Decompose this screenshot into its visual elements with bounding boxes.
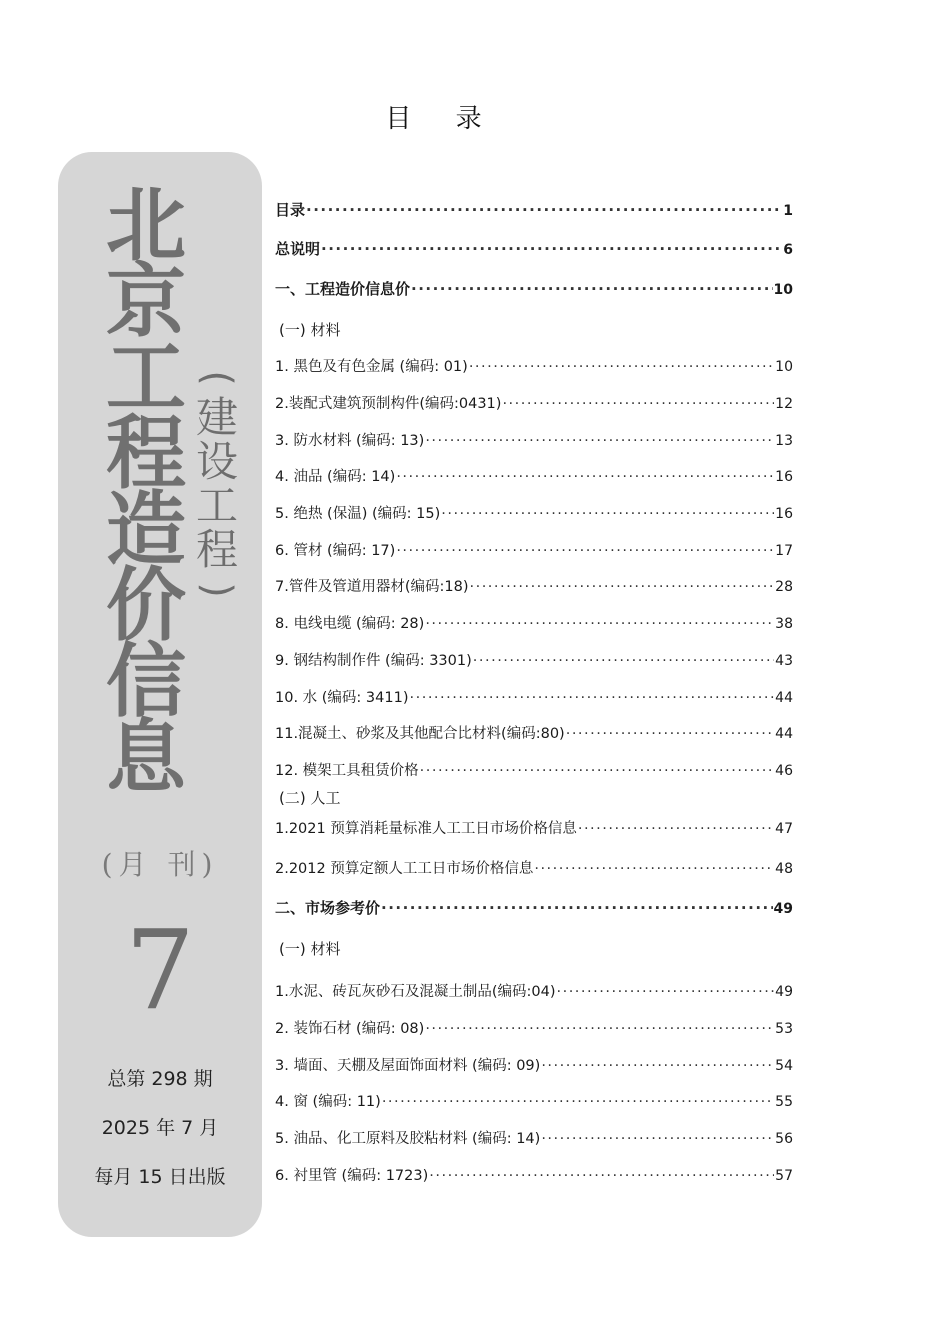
toc-entry[interactable] xyxy=(275,575,793,599)
toc-entry-label: 7.管件及管道用器材(编码:18) xyxy=(275,579,469,595)
toc-leader xyxy=(541,1131,774,1147)
subtitle-char: 工 xyxy=(195,481,238,530)
toc-entry[interactable] xyxy=(275,539,793,563)
toc-entry-page: 55 xyxy=(775,1094,793,1110)
toc-section-heading: (一) 材料 xyxy=(279,940,341,958)
toc-entry-label: 2. 装饰石材 (编码: 08) xyxy=(275,1021,425,1037)
toc-entry[interactable] xyxy=(275,1054,793,1078)
title-char: 程 xyxy=(106,407,186,500)
subtitle-char: 设 xyxy=(195,437,238,486)
toc-leader xyxy=(578,821,774,837)
toc-entry-page: 46 xyxy=(775,763,793,779)
toc-entry-label: 4. 窗 (编码: 11) xyxy=(275,1094,381,1110)
toc-entry-label: 10. 水 (编码: 3411) xyxy=(275,690,409,706)
toc-entry-label: 目录 xyxy=(275,201,306,219)
toc-entry-page: 56 xyxy=(775,1131,793,1147)
toc-entry[interactable] xyxy=(275,465,793,489)
toc-entry-page: 44 xyxy=(775,726,793,742)
toc-entry-page: 47 xyxy=(775,821,793,837)
toc-entry-page: 1 xyxy=(783,203,793,219)
toc-entry[interactable] xyxy=(275,817,793,841)
toc-entry-page: 43 xyxy=(775,653,793,669)
toc-leader xyxy=(469,579,774,595)
toc-entry-page: 38 xyxy=(775,616,793,632)
toc-entry-page: 17 xyxy=(775,543,793,559)
toc-leader xyxy=(425,1021,774,1037)
toc-entry[interactable] xyxy=(275,1127,793,1151)
subtitle-char: 程 xyxy=(195,525,238,574)
toc-leader xyxy=(425,616,774,632)
toc-entry-page: 49 xyxy=(773,901,793,917)
issue-number: 7 xyxy=(125,906,195,1034)
toc-leader xyxy=(502,396,774,412)
toc-leader xyxy=(473,653,774,669)
subtitle-char: 建 xyxy=(195,393,238,442)
toc-leader xyxy=(534,861,774,877)
toc-entry-label: 总说明 xyxy=(275,240,321,258)
toc-entry-label: 2.装配式建筑预制构件(编码:0431) xyxy=(275,396,502,412)
toc-entry[interactable] xyxy=(275,278,793,302)
toc-entry-label: 二、市场参考价 xyxy=(275,899,381,917)
page-title: 目 录 xyxy=(385,104,500,134)
toc-entry-label: 12. 模架工具租赁价格 xyxy=(275,763,419,779)
toc-entry[interactable] xyxy=(275,1017,793,1041)
toc-leader xyxy=(382,1094,774,1110)
toc-leader xyxy=(321,240,782,258)
toc-entry[interactable] xyxy=(275,1164,793,1188)
subtitle-paren-close: ) xyxy=(194,582,240,598)
toc-entry-page: 49 xyxy=(775,984,793,1000)
toc-entry[interactable] xyxy=(275,429,793,453)
toc-entry[interactable] xyxy=(275,759,793,783)
toc-leader xyxy=(420,763,775,779)
toc-entry[interactable] xyxy=(275,355,793,379)
title-char: 北 xyxy=(106,179,186,272)
toc-leader xyxy=(441,506,774,522)
toc-entry[interactable] xyxy=(275,686,793,710)
toc-leader xyxy=(410,690,775,706)
toc-entry-page: 28 xyxy=(775,579,793,595)
toc-entry-page: 10 xyxy=(773,282,793,298)
issue-total: 总第 298 期 xyxy=(107,1068,213,1090)
toc-entry-label: 1.2021 预算消耗量标准人工工日市场价格信息 xyxy=(275,821,577,837)
toc-leader xyxy=(396,469,774,485)
toc-entry[interactable] xyxy=(275,857,793,881)
toc-entry-page: 16 xyxy=(775,506,793,522)
title-char: 京 xyxy=(106,255,186,348)
toc-section-heading: (一) 材料 xyxy=(279,321,341,339)
toc-entry-label: 11.混凝土、砂浆及其他配合比材料(编码:80) xyxy=(275,726,565,742)
toc-section-heading: (二) 人工 xyxy=(279,789,341,807)
toc-leader xyxy=(411,280,773,298)
toc-entry[interactable] xyxy=(275,649,793,673)
issue-date: 2025 年 7 月 xyxy=(101,1117,219,1139)
title-char: 信 xyxy=(106,635,186,728)
subtitle-paren-open: ( xyxy=(194,370,240,386)
toc-entry-page: 53 xyxy=(775,1021,793,1037)
toc-entry[interactable] xyxy=(275,980,793,1004)
toc-entry-page: 44 xyxy=(775,690,793,706)
toc-entry[interactable] xyxy=(275,392,793,416)
toc-leader xyxy=(425,433,774,449)
toc-leader xyxy=(556,984,774,1000)
toc-leader xyxy=(381,899,773,917)
toc-entry-page: 10 xyxy=(775,359,793,375)
publication-title xyxy=(96,179,196,804)
toc-leader xyxy=(469,359,774,375)
toc-entry-label: 1.水泥、砖瓦灰砂石及混凝土制品(编码:04) xyxy=(275,984,556,1000)
toc-leader xyxy=(541,1058,774,1074)
toc-entry-page: 12 xyxy=(775,396,793,412)
toc-entry[interactable] xyxy=(275,199,793,223)
toc-leader xyxy=(396,543,774,559)
title-char: 造 xyxy=(106,483,186,576)
toc-leader xyxy=(429,1168,774,1184)
toc-entry-label: 4. 油品 (编码: 14) xyxy=(275,469,396,485)
toc-leader xyxy=(566,726,774,742)
toc-entry-page: 54 xyxy=(775,1058,793,1074)
toc-entry-page: 57 xyxy=(775,1168,793,1184)
toc-entry-label: 5. 油品、化工原料及胶粘材料 (编码: 14) xyxy=(275,1131,541,1147)
toc-entry-label: 9. 钢结构制作件 (编码: 3301) xyxy=(275,653,472,669)
title-char: 工 xyxy=(106,331,186,424)
toc-entry-page: 16 xyxy=(775,469,793,485)
title-char: 价 xyxy=(106,559,186,652)
toc-entry-page: 48 xyxy=(775,861,793,877)
toc-entry-label: 6. 衬里管 (编码: 1723) xyxy=(275,1168,429,1184)
toc-leader xyxy=(306,201,782,219)
title-char: 息 xyxy=(106,711,186,804)
toc-entry[interactable] xyxy=(275,1090,793,1114)
toc-entry[interactable] xyxy=(275,238,793,262)
toc-entry-label: 2.2012 预算定额人工工日市场价格信息 xyxy=(275,861,534,877)
toc-entry-page: 6 xyxy=(783,242,793,258)
toc-entry-label: 3. 墙面、天棚及屋面饰面材料 (编码: 09) xyxy=(275,1058,541,1074)
toc-entry-label: 8. 电线电缆 (编码: 28) xyxy=(275,616,425,632)
publication-subtitle xyxy=(192,360,242,608)
toc-entry[interactable] xyxy=(275,502,793,526)
toc-entry-label: 3. 防水材料 (编码: 13) xyxy=(275,433,425,449)
toc-entry[interactable] xyxy=(275,722,793,746)
toc-entry-label: 一、工程造价信息价 xyxy=(275,280,411,298)
toc-entry[interactable] xyxy=(275,612,793,636)
toc-entry-label: 5. 绝热 (保温) (编码: 15) xyxy=(275,506,441,522)
toc-entry[interactable] xyxy=(275,897,793,921)
toc-entry-label: 1. 黑色及有色金属 (编码: 01) xyxy=(275,359,468,375)
monthly-label: (月 刊) xyxy=(101,848,219,881)
toc-entry-page: 13 xyxy=(775,433,793,449)
toc-entry-label: 6. 管材 (编码: 17) xyxy=(275,543,396,559)
publish-day: 每月 15 日出版 xyxy=(94,1166,226,1188)
